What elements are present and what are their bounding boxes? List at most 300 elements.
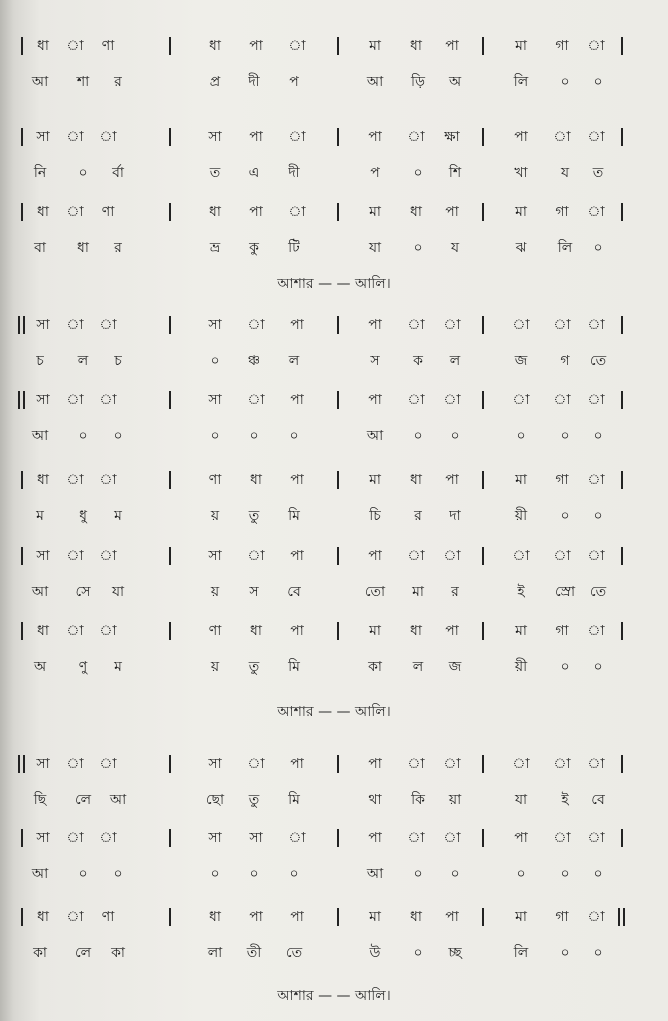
swara-note: ধা (37, 909, 49, 925)
lyric-syllable: ০ (413, 866, 423, 882)
swara-note: পা (445, 472, 459, 488)
lyric-syllable: তু (248, 508, 260, 524)
beat-divider (482, 37, 484, 55)
lyric-syllable: কা (33, 945, 47, 961)
swara-note: া (66, 548, 84, 564)
swara-note: পা (514, 129, 528, 145)
lyric-syllable: প (289, 74, 299, 90)
swara-note: পা (249, 909, 263, 925)
lyric-line (0, 788, 668, 812)
bar-line (337, 316, 339, 334)
swara-note: মা (369, 623, 381, 639)
swara-note: া (407, 129, 425, 145)
swara-note: া (99, 317, 117, 333)
lyric-syllable: দী (288, 165, 300, 181)
bar-line (21, 829, 23, 847)
swara-note: া (288, 38, 306, 54)
bar-line (337, 622, 339, 640)
swara-note: া (587, 756, 605, 772)
beat-divider (169, 128, 171, 146)
swara-note: ধা (250, 623, 262, 639)
lyric-line (0, 349, 668, 373)
swara-note: মা (369, 204, 381, 220)
swaralipi-line (0, 619, 668, 643)
beat-divider (169, 391, 171, 409)
lyric-line (0, 161, 668, 185)
swara-note: ধা (410, 909, 422, 925)
bar-line (621, 829, 623, 847)
swara-note: ণা (101, 204, 115, 220)
lyric-line (0, 580, 668, 604)
swara-note: পা (290, 548, 304, 564)
bar-line (621, 622, 623, 640)
swara-note: া (512, 548, 530, 564)
lyric-syllable: ০ (593, 945, 603, 961)
lyric-syllable: ম (36, 508, 44, 524)
swara-note: া (512, 756, 530, 772)
refrain-line: আশার — — আলি। (277, 988, 391, 1004)
lyric-syllable: অ (448, 74, 462, 90)
lyric-syllable: লি (557, 240, 573, 256)
swara-note: া (247, 317, 265, 333)
lyric-syllable: ই (561, 792, 569, 808)
swara-note: া (66, 830, 84, 846)
lyric-syllable: তু (248, 659, 260, 675)
swara-note: পা (249, 129, 263, 145)
lyric-syllable: তে (589, 584, 607, 600)
swara-note: ধা (209, 909, 221, 925)
lyric-syllable: ল (412, 659, 424, 675)
swara-note: া (587, 317, 605, 333)
lyric-syllable: স (249, 584, 259, 600)
lyric-syllable: তে (589, 353, 607, 369)
bar-line (337, 203, 339, 221)
lyric-line (0, 424, 668, 448)
lyric-line (0, 862, 668, 886)
swara-note: া (66, 909, 84, 925)
swara-note: া (288, 830, 306, 846)
swara-note: ণা (208, 623, 222, 639)
swara-note: পা (445, 623, 459, 639)
refrain-line: আশার — — আলি। (277, 276, 391, 292)
double-bar-line (18, 391, 20, 409)
swara-note: পা (290, 392, 304, 408)
lyric-syllable: ০ (413, 428, 423, 444)
swara-note: পা (290, 909, 304, 925)
swara-note: া (99, 548, 117, 564)
bar-line (21, 37, 23, 55)
lyric-syllable: আ (31, 584, 49, 600)
swara-note: সা (36, 756, 50, 772)
lyric-syllable: ০ (249, 866, 259, 882)
swara-note: মা (369, 38, 381, 54)
swara-note: সা (36, 392, 50, 408)
swaralipi-line (0, 313, 668, 337)
lyric-syllable: লি (513, 74, 529, 90)
swara-note: পা (368, 756, 382, 772)
swara-note: া (553, 830, 571, 846)
lyric-syllable: র (451, 584, 459, 600)
lyric-syllable: ল (449, 353, 461, 369)
lyric-syllable: ০ (289, 866, 299, 882)
swara-note: া (443, 392, 461, 408)
swaralipi-line (0, 905, 668, 929)
swara-note: া (587, 204, 605, 220)
lyric-syllable: মি (288, 508, 300, 524)
lyric-syllable: ০ (210, 866, 220, 882)
beat-divider (169, 829, 171, 847)
swara-note: পা (368, 830, 382, 846)
swara-note: পা (249, 38, 263, 54)
lyric-syllable: লে (74, 945, 92, 961)
swara-note: গা (555, 472, 569, 488)
swara-note: সা (249, 830, 263, 846)
swara-note: া (512, 317, 530, 333)
lyric-syllable: ০ (593, 240, 603, 256)
swara-note: া (99, 623, 117, 639)
lyric-syllable: আ (109, 792, 127, 808)
bar-line (337, 391, 339, 409)
lyric-syllable: ০ (516, 428, 526, 444)
bar-line (21, 203, 23, 221)
swaralipi-line (0, 34, 668, 58)
swara-note: া (587, 392, 605, 408)
lyric-syllable: য (450, 240, 460, 256)
beat-divider (482, 829, 484, 847)
bar-line (337, 37, 339, 55)
lyric-syllable: যা (514, 792, 528, 808)
swara-note: া (66, 623, 84, 639)
bar-line (21, 547, 23, 565)
swara-note: মা (369, 472, 381, 488)
beat-divider (169, 37, 171, 55)
swara-note: া (407, 392, 425, 408)
lyric-syllable: এ (248, 165, 260, 181)
swara-note: গা (555, 38, 569, 54)
lyric-syllable: চ (36, 353, 44, 369)
lyric-syllable: ০ (78, 165, 88, 181)
swara-note: া (443, 830, 461, 846)
bar-line (21, 622, 23, 640)
lyric-syllable: ০ (113, 866, 123, 882)
lyric-syllable: ০ (560, 945, 570, 961)
lyric-syllable: ০ (560, 659, 570, 675)
swara-note: া (553, 317, 571, 333)
bar-line (621, 37, 623, 55)
lyric-syllable: ০ (78, 428, 88, 444)
swaralipi-line (0, 200, 668, 224)
lyric-syllable: ০ (593, 74, 603, 90)
lyric-syllable: তো (364, 584, 386, 600)
lyric-syllable: ০ (413, 165, 423, 181)
swara-note: া (99, 756, 117, 772)
lyric-syllable: তী (246, 945, 262, 961)
lyric-syllable: সে (75, 584, 91, 600)
bar-line (21, 908, 23, 926)
lyric-line (0, 70, 668, 94)
swara-note: ধা (37, 472, 49, 488)
lyric-line (0, 655, 668, 679)
lyric-syllable: ঞ্চ (247, 353, 261, 369)
lyric-syllable: ঝ (515, 240, 527, 256)
swara-note: ণা (208, 472, 222, 488)
lyric-syllable: ০ (210, 353, 220, 369)
lyric-syllable: লি (513, 945, 529, 961)
lyric-syllable: গ (560, 353, 570, 369)
bar-line (337, 829, 339, 847)
swara-note: পা (290, 756, 304, 772)
swara-note: সা (208, 548, 222, 564)
lyric-syllable: ০ (593, 428, 603, 444)
lyric-syllable: কা (111, 945, 125, 961)
lyric-syllable: ই (517, 584, 525, 600)
swara-note: া (443, 548, 461, 564)
lyric-syllable: ধা (77, 240, 89, 256)
swara-note: া (247, 756, 265, 772)
swara-note: া (512, 392, 530, 408)
lyric-line (0, 941, 668, 965)
lyric-syllable: মি (288, 659, 300, 675)
lyric-syllable: আ (366, 74, 384, 90)
swara-note: া (587, 909, 605, 925)
beat-divider (482, 547, 484, 565)
swara-note: ধা (410, 204, 422, 220)
swara-note: া (66, 38, 84, 54)
lyric-line (0, 236, 668, 260)
swara-note: ধা (37, 623, 49, 639)
lyric-syllable: ০ (593, 866, 603, 882)
swara-note: ধা (250, 472, 262, 488)
lyric-syllable: য (560, 165, 570, 181)
swara-note: পা (249, 204, 263, 220)
beat-divider (169, 547, 171, 565)
beat-divider (482, 316, 484, 334)
lyric-syllable: স (370, 353, 380, 369)
swara-note: মা (515, 623, 527, 639)
swara-note: গা (555, 909, 569, 925)
swara-note: ধা (410, 472, 422, 488)
lyric-syllable: বা (34, 240, 46, 256)
lyric-syllable: আ (31, 866, 49, 882)
lyric-syllable: ০ (413, 945, 423, 961)
beat-divider (482, 128, 484, 146)
swara-note: া (288, 204, 306, 220)
swara-note: া (288, 129, 306, 145)
swara-note: গা (555, 204, 569, 220)
swara-note: মা (515, 472, 527, 488)
beat-divider (482, 471, 484, 489)
lyric-syllable: ল (77, 353, 89, 369)
swara-note: গা (555, 623, 569, 639)
lyric-syllable: খা (514, 165, 528, 181)
bar-line (621, 203, 623, 221)
lyric-syllable: জ (514, 353, 528, 369)
lyric-syllable: র (114, 74, 122, 90)
bar-line (621, 316, 623, 334)
lyric-syllable: প্র (209, 74, 221, 90)
bar-line (337, 547, 339, 565)
swara-note: া (407, 756, 425, 772)
bar-line (21, 471, 23, 489)
bar-line (621, 128, 623, 146)
lyric-syllable: চি (369, 508, 381, 524)
lyric-syllable: কি (411, 792, 425, 808)
lyric-syllable: কা (368, 659, 382, 675)
swara-note: ধা (37, 204, 49, 220)
lyric-syllable: ০ (560, 866, 570, 882)
lyric-syllable: ০ (289, 428, 299, 444)
swara-note: ধা (37, 38, 49, 54)
swara-note: সা (36, 317, 50, 333)
swara-note: া (66, 756, 84, 772)
lyric-syllable: ০ (516, 866, 526, 882)
swara-note: পা (445, 38, 459, 54)
lyric-syllable: চ্ছ (448, 945, 462, 961)
swara-note: ণা (101, 38, 115, 54)
lyric-syllable: মি (288, 792, 300, 808)
lyric-syllable: র (414, 508, 422, 524)
swara-note: া (99, 392, 117, 408)
swara-note: পা (368, 317, 382, 333)
lyric-syllable: আ (31, 74, 49, 90)
lyric-syllable: দা (449, 508, 461, 524)
swaralipi-line (0, 388, 668, 412)
swara-note: া (407, 317, 425, 333)
swara-note: সা (208, 392, 222, 408)
swara-note: পা (514, 830, 528, 846)
bar-line (337, 755, 339, 773)
double-bar-line (18, 755, 20, 773)
lyric-syllable: স্রো (554, 584, 576, 600)
swara-note: া (66, 129, 84, 145)
lyric-syllable: য় (210, 508, 220, 524)
swara-note: া (247, 392, 265, 408)
lyric-syllable: আ (31, 428, 49, 444)
beat-divider (169, 908, 171, 926)
swara-note: পা (290, 623, 304, 639)
swara-note: ধা (209, 38, 221, 54)
bar-line (621, 471, 623, 489)
lyric-syllable: ০ (450, 428, 460, 444)
lyric-syllable: ল (288, 353, 300, 369)
swaralipi-line (0, 125, 668, 149)
swara-note: সা (208, 129, 222, 145)
lyric-syllable: য়ী (514, 508, 528, 524)
lyric-syllable: তে (285, 945, 303, 961)
swara-note: সা (208, 756, 222, 772)
swara-note: মা (515, 204, 527, 220)
lyric-syllable: শি (448, 165, 462, 181)
swara-note: ণা (101, 909, 115, 925)
double-bar-line (23, 755, 25, 773)
refrain-line: আশার — — আলি। (277, 704, 391, 720)
lyric-syllable: ০ (210, 428, 220, 444)
swara-note: া (407, 548, 425, 564)
lyric-syllable: ০ (413, 240, 423, 256)
lyric-syllable: প (370, 165, 380, 181)
lyric-syllable: টি (288, 240, 300, 256)
swara-note: া (66, 392, 84, 408)
lyric-syllable: জ (448, 659, 462, 675)
beat-divider (169, 316, 171, 334)
swara-note: া (553, 392, 571, 408)
lyric-syllable: লা (207, 945, 223, 961)
bar-line (621, 547, 623, 565)
lyric-syllable: র্বা (112, 165, 124, 181)
bar-line (337, 908, 339, 926)
swara-note: পা (445, 204, 459, 220)
swara-note: সা (36, 548, 50, 564)
swara-note: মা (515, 38, 527, 54)
lyric-syllable: আ (366, 866, 384, 882)
swara-note: া (443, 317, 461, 333)
lyric-syllable: য়ী (514, 659, 528, 675)
swara-note: া (99, 830, 117, 846)
swara-note: া (66, 317, 84, 333)
swara-note: া (587, 129, 605, 145)
lyric-syllable: ছো (205, 792, 225, 808)
swara-note: পা (290, 472, 304, 488)
swara-note: ধা (209, 204, 221, 220)
swara-note: া (587, 38, 605, 54)
swaralipi-line (0, 826, 668, 850)
swaralipi-line (0, 544, 668, 568)
lyric-syllable: তু (248, 792, 260, 808)
beat-divider (169, 622, 171, 640)
lyric-syllable: ০ (593, 659, 603, 675)
swara-note: া (587, 623, 605, 639)
beat-divider (482, 203, 484, 221)
swara-note: া (587, 472, 605, 488)
swara-note: া (443, 756, 461, 772)
lyric-syllable: দী (248, 74, 260, 90)
swara-note: া (247, 548, 265, 564)
swara-note: ধা (410, 623, 422, 639)
swaralipi-line (0, 468, 668, 492)
swara-note: া (553, 548, 571, 564)
beat-divider (482, 622, 484, 640)
lyric-syllable: ছি (33, 792, 47, 808)
double-bar-line (23, 391, 25, 409)
lyric-syllable: য় (210, 659, 220, 675)
lyric-syllable: ০ (560, 74, 570, 90)
lyric-syllable: চ (114, 353, 122, 369)
lyric-syllable: ০ (113, 428, 123, 444)
bar-line (21, 128, 23, 146)
swaralipi-line (0, 752, 668, 776)
swara-note: ধা (410, 38, 422, 54)
lyric-syllable: ম (114, 508, 122, 524)
beat-divider (169, 471, 171, 489)
lyric-syllable: র (114, 240, 122, 256)
swara-note: া (99, 129, 117, 145)
lyric-syllable: নি (33, 165, 47, 181)
bar-line (621, 755, 623, 773)
lyric-syllable: ম (114, 659, 122, 675)
swara-note: া (99, 472, 117, 488)
lyric-syllable: ০ (249, 428, 259, 444)
lyric-syllable: য়া (448, 792, 462, 808)
swara-note: পা (290, 317, 304, 333)
swara-note: া (553, 756, 571, 772)
swara-note: সা (208, 830, 222, 846)
swara-note: পা (445, 909, 459, 925)
double-bar-line (623, 908, 625, 926)
swara-note: া (587, 548, 605, 564)
swara-note: া (66, 472, 84, 488)
lyric-syllable: ০ (560, 428, 570, 444)
lyric-syllable: ধু (79, 508, 87, 524)
